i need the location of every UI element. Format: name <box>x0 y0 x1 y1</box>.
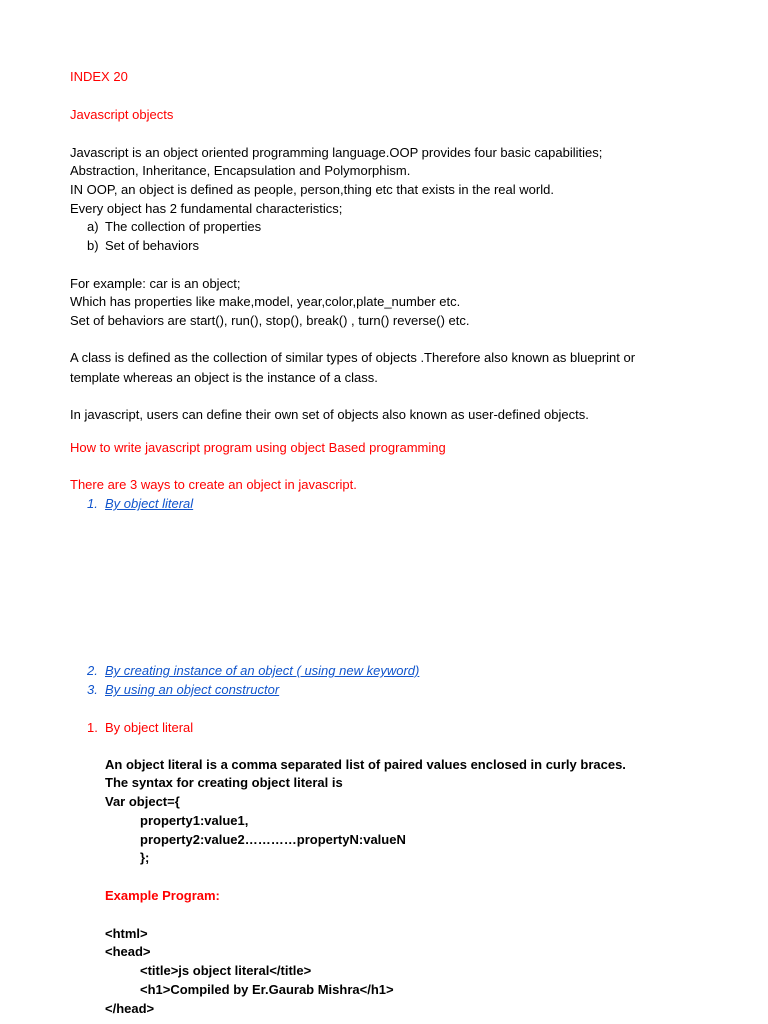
literal-desc-line-1: An object literal is a comma separated list of paired values enclosed in curly braces. <box>105 757 626 772</box>
list-marker: 1. <box>87 496 98 511</box>
user-defined-text: In javascript, users can define their own set of objects also known as user-defined objects. <box>70 407 589 422</box>
how-to-heading: How to write javascript program using object Based programming <box>70 440 446 455</box>
list-item: The collection of properties <box>105 219 262 234</box>
list-marker: 1. <box>87 720 98 735</box>
code-line: <head> <box>105 944 151 959</box>
syntax-line: property1:value1, <box>140 813 249 828</box>
topic-heading: Javascript objects <box>70 107 174 122</box>
code-line: </head> <box>105 1001 155 1016</box>
index-heading: INDEX 20 <box>70 69 128 84</box>
intro-line-4: Every object has 2 fundamental characteristics; <box>70 201 343 216</box>
example-line-3: Set of behaviors are start(), run(), stop(), break() , turn() reverse() etc. <box>70 313 470 328</box>
list-marker: a) <box>87 219 99 234</box>
code-line: <h1>Compiled by Er.Gaurab Mishra</h1> <box>140 982 394 997</box>
literal-desc-line-2: The syntax for creating object literal is <box>105 775 343 790</box>
list-marker: 3. <box>87 682 98 697</box>
intro-line-2: Abstraction, Inheritance, Encapsulation and Polymorphism. <box>70 163 411 178</box>
syntax-line: Var object={ <box>105 794 180 809</box>
intro-line-1: Javascript is an object oriented programming language.OOP provides four basic capabilities; <box>70 145 603 160</box>
class-def-line-1: A class is defined as the collection of similar types of objects .Therefore also known as blueprint or <box>70 350 636 365</box>
example-line-2: Which has properties like make,model, year,color,plate_number etc. <box>70 294 461 309</box>
list-item: Set of behaviors <box>105 238 199 253</box>
code-line: <title>js object literal</title> <box>140 963 312 978</box>
ways-intro: There are 3 ways to create an object in javascript. <box>70 477 357 492</box>
way-link-constructor[interactable]: By using an object constructor <box>105 682 280 697</box>
list-marker: b) <box>87 238 99 253</box>
list-marker: 2. <box>87 663 98 678</box>
way-link-object-literal[interactable]: By object literal <box>105 496 194 511</box>
syntax-line: }; <box>140 850 150 865</box>
example-line-1: For example: car is an object; <box>70 276 241 291</box>
syntax-line: property2:value2…………propertyN:valueN <box>140 832 406 847</box>
section-heading: By object literal <box>105 720 194 735</box>
intro-line-3: IN OOP, an object is defined as people, person,thing etc that exists in the real world. <box>70 182 554 197</box>
class-def-line-2: template whereas an object is the instance of a class. <box>70 370 378 385</box>
example-program-label: Example Program: <box>105 888 220 903</box>
code-line: <html> <box>105 926 148 941</box>
way-link-new-keyword[interactable]: By creating instance of an object ( using new keyword) <box>105 663 420 678</box>
